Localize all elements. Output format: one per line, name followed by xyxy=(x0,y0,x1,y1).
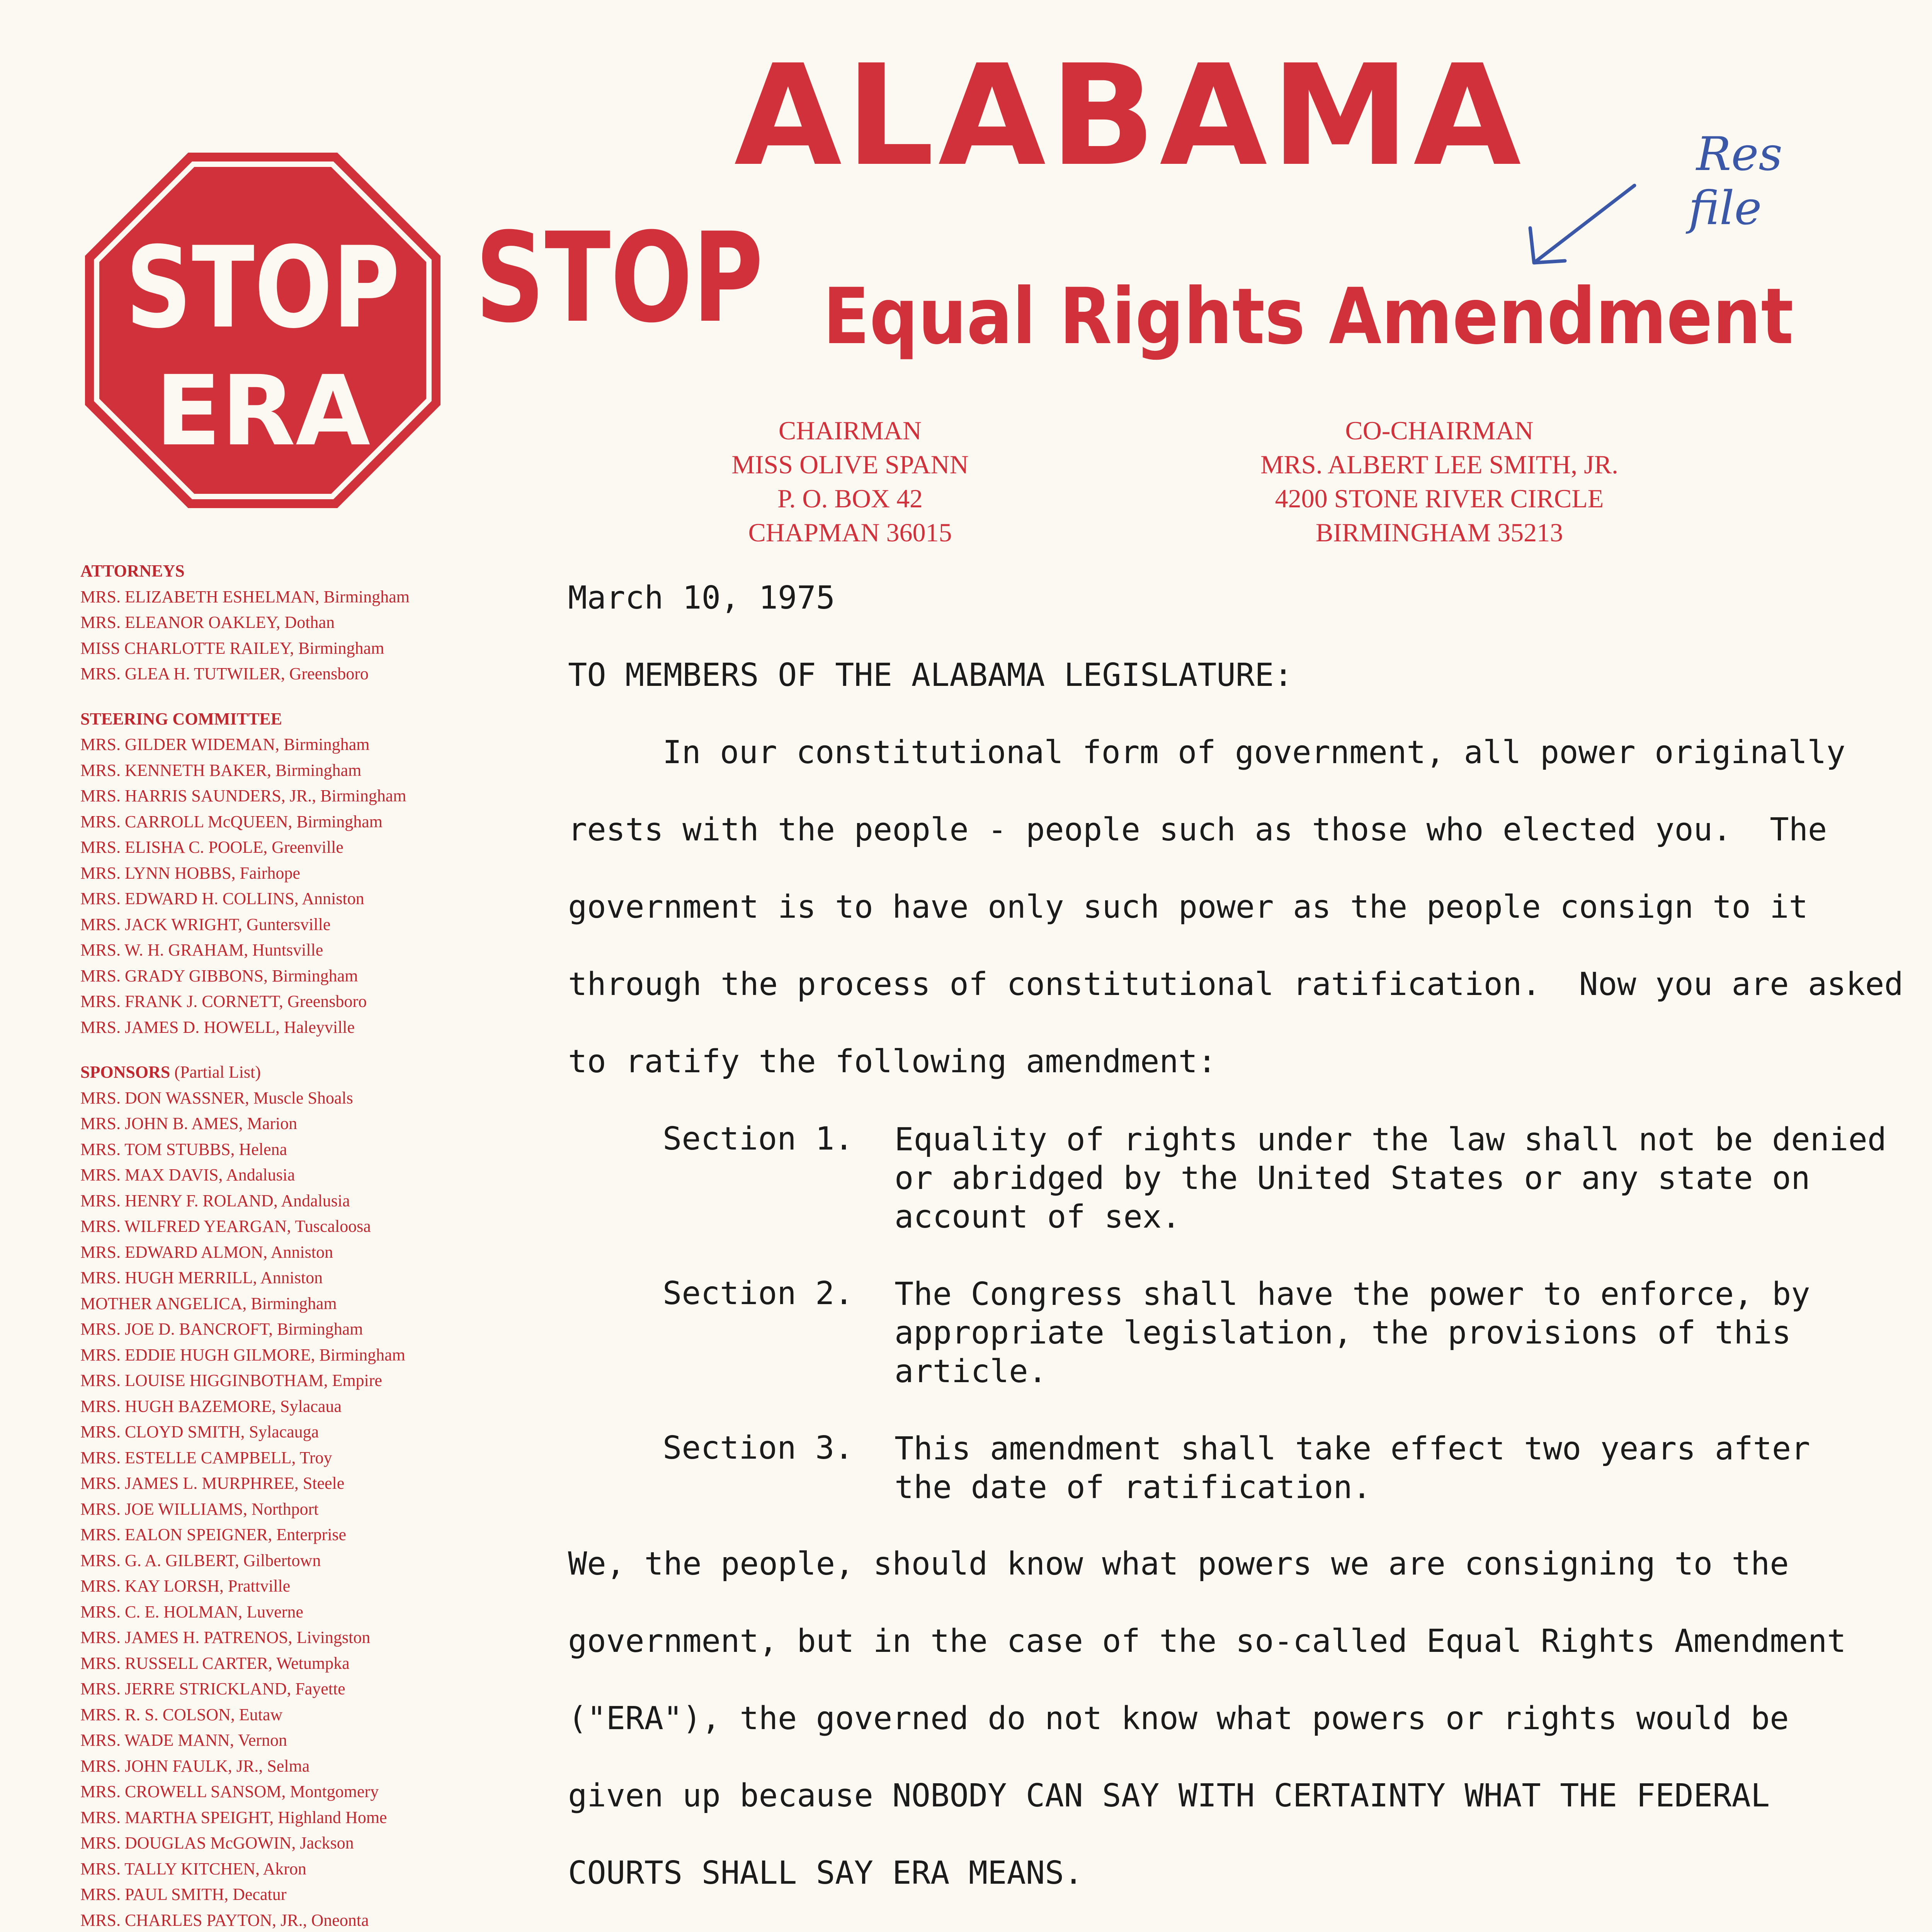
letter-salutation: TO MEMBERS OF THE ALABAMA LEGISLATURE: xyxy=(568,657,1293,694)
handwritten-note-line2: file xyxy=(1689,182,1762,235)
letter-date: March 10, 1975 xyxy=(568,580,835,616)
sponsor-entry: MRS. EDDIE HUGH GILMORE, Birmingham xyxy=(80,1345,405,1364)
para2-line: ("ERA"), the governed do not know what powers or rights would be xyxy=(568,1700,1789,1737)
sponsor-entry: MRS. TOM STUBBS, Helena xyxy=(80,1139,287,1159)
para1-line: to ratify the following amendment: xyxy=(568,1043,1217,1080)
para2-line: COURTS SHALL SAY ERA MEANS. xyxy=(568,1855,1083,1891)
attorneys-list xyxy=(80,584,505,687)
stop-sign-word-stop: STOP xyxy=(126,222,400,353)
attorney-entry: MRS. ELIZABETH ESHELMAN, Birmingham xyxy=(80,587,410,606)
sponsor-entry: MRS. ESTELLE CAMPBELL, Troy xyxy=(80,1448,332,1467)
attorney-entry: MISS CHARLOTTE RAILEY, Birmingham xyxy=(80,638,384,658)
steering-member-entry: MRS. GRADY GIBBONS, Birmingham xyxy=(80,966,358,985)
sponsor-entry: MRS. HENRY F. ROLAND, Andalusia xyxy=(80,1191,350,1210)
sponsor-entry: MRS. R. S. COLSON, Eutaw xyxy=(80,1705,283,1724)
sponsor-entry: MRS. CLOYD SMITH, Sylacauga xyxy=(80,1422,319,1441)
para2-line: government, but in the case of the so-called Equal Rights Amendment xyxy=(568,1623,1846,1660)
sponsor-entry: MRS. JOHN FAULK, JR., Selma xyxy=(80,1756,310,1776)
steering-member-entry: MRS. LYNN HOBBS, Fairhope xyxy=(80,863,300,883)
section-1-line: account of sex. xyxy=(895,1199,1181,1235)
letterhead-title-era: Equal Rights Amendment xyxy=(823,272,1794,362)
cochairman-address: 4200 STONE RIVER CIRCLE xyxy=(1275,484,1604,513)
sponsors-heading-line xyxy=(80,1060,505,1085)
sponsor-entry: MRS. CROWELL SANSOM, Montgomery xyxy=(80,1782,379,1801)
section-1-label: Section 1. xyxy=(663,1121,854,1157)
sponsor-entry: MRS. DOUGLAS McGOWIN, Jackson xyxy=(80,1833,354,1852)
arrow-icon xyxy=(1530,185,1634,263)
attorney-entry: MRS. ELEANOR OAKLEY, Dothan xyxy=(80,613,335,632)
chairman-title: CHAIRMAN xyxy=(778,416,922,445)
steering-committee-list xyxy=(80,732,505,1040)
sponsor-entry: MRS. TALLY KITCHEN, Akron xyxy=(80,1859,306,1878)
sponsors-list xyxy=(80,1085,505,1932)
chairman-name: MISS OLIVE SPANN xyxy=(731,450,969,479)
para1-line: In our constitutional form of government, all power originally xyxy=(663,734,1845,771)
steering-member-entry: MRS. CARROLL McQUEEN, Birmingham xyxy=(80,812,383,831)
stop-sign-word-era: ERA xyxy=(155,355,371,467)
steering-member-entry: MRS. JACK WRIGHT, Guntersville xyxy=(80,915,331,934)
para1-line: through the process of constitutional ratification. Now you are asked xyxy=(568,966,1903,1003)
sidebar-member-list xyxy=(80,558,505,1932)
para2-line: We, the people, should know what powers we are consigning to the xyxy=(568,1546,1789,1582)
chairman-city: CHAPMAN 36015 xyxy=(748,518,952,547)
section-2-line: appropriate legislation, the provisions of this xyxy=(895,1315,1791,1351)
sponsor-entry: MRS. RUSSELL CARTER, Wetumpka xyxy=(80,1653,350,1673)
sponsor-entry: MRS. LOUISE HIGGINBOTHAM, Empire xyxy=(80,1371,382,1390)
handwritten-note-line1: Res xyxy=(1696,128,1782,181)
steering-member-entry: MRS. FRANK J. CORNETT, Greensboro xyxy=(80,992,367,1011)
attorneys-heading: ATTORNEYS xyxy=(80,561,185,580)
cochairman-city: BIRMINGHAM 35213 xyxy=(1315,518,1563,547)
stop-era-sign-logo xyxy=(83,151,442,510)
sponsor-entry: MRS. JOE D. BANCROFT, Birmingham xyxy=(80,1320,363,1338)
section-2-line: The Congress shall have the power to enforce, by xyxy=(895,1276,1810,1313)
steering-member-entry: MRS. EDWARD H. COLLINS, Anniston xyxy=(80,889,364,908)
sponsor-entry: MRS. HUGH MERRILL, Anniston xyxy=(80,1268,323,1287)
para1-line: rests with the people - people such as those who elected you. The xyxy=(568,811,1827,848)
section-1-line: or abridged by the United States or any state on xyxy=(895,1160,1810,1197)
section-2-label: Section 2. xyxy=(663,1275,854,1312)
steering-member-entry: MRS. GILDER WIDEMAN, Birmingham xyxy=(80,735,370,754)
section-3-line: This amendment shall take effect two years after xyxy=(895,1430,1810,1467)
steering-member-entry: MRS. W. H. GRAHAM, Huntsville xyxy=(80,940,323,959)
sponsor-entry: MRS. JOE WILLIAMS, Northport xyxy=(80,1499,319,1519)
sponsor-entry: MRS. PAUL SMITH, Decatur xyxy=(80,1885,287,1904)
sponsor-entry: MRS. CHARLES PAYTON, JR., Oneonta xyxy=(80,1910,369,1930)
sponsor-entry: MRS. JERRE STRICKLAND, Fayette xyxy=(80,1679,345,1698)
sponsor-entry: MRS. G. A. GILBERT, Gilbertown xyxy=(80,1551,321,1570)
sponsor-entry: MRS. EALON SPEIGNER, Enterprise xyxy=(80,1525,347,1544)
attorney-entry: MRS. GLEA H. TUTWILER, Greensboro xyxy=(80,664,369,683)
cochairman-name: MRS. ALBERT LEE SMITH, JR. xyxy=(1260,450,1618,479)
steering-member-entry: MRS. HARRIS SAUNDERS, JR., Birmingham xyxy=(80,786,406,805)
sponsor-entry: MRS. WILFRED YEARGAN, Tuscaloosa xyxy=(80,1217,371,1236)
section-3-label: Section 3. xyxy=(663,1430,854,1466)
section-3-line: the date of ratification. xyxy=(895,1469,1372,1506)
sponsor-entry: MOTHER ANGELICA, Birmingham xyxy=(80,1294,337,1313)
sponsors-note: (Partial List) xyxy=(174,1063,261,1082)
sponsor-entry: MRS. C. E. HOLMAN, Luverne xyxy=(80,1602,303,1621)
letterhead-title-stop: STOP xyxy=(475,206,764,350)
steering-member-entry: MRS. KENNETH BAKER, Birmingham xyxy=(80,760,362,780)
sponsor-entry: MRS. EDWARD ALMON, Anniston xyxy=(80,1242,333,1262)
sponsor-entry: MRS. MARTHA SPEIGHT, Highland Home xyxy=(80,1808,387,1827)
letterhead-title-alabama: ALABAMA xyxy=(734,35,1525,197)
chairman-block xyxy=(657,413,1043,549)
sponsor-entry: MRS. WADE MANN, Vernon xyxy=(80,1731,287,1750)
steering-member-entry: MRS. ELISHA C. POOLE, Greenville xyxy=(80,838,344,857)
cochairman-title: CO-CHAIRMAN xyxy=(1345,416,1534,445)
sponsor-entry: MRS. DON WASSNER, Muscle Shoals xyxy=(80,1088,353,1107)
section-1-line: Equality of rights under the law shall not be denied xyxy=(895,1121,1887,1158)
steering-member-entry: MRS. JAMES D. HOWELL, Haleyville xyxy=(80,1017,355,1037)
sponsors-heading: SPONSORS xyxy=(80,1063,170,1082)
sponsor-entry: MRS. KAY LORSH, Prattville xyxy=(80,1577,291,1595)
para2-line: given up because NOBODY CAN SAY WITH CERTAINTY WHAT THE FEDERAL xyxy=(568,1777,1770,1814)
sponsor-entry: MRS. HUGH BAZEMORE, Sylacaua xyxy=(80,1396,342,1416)
para1-line: government is to have only such power as the people consign to it xyxy=(568,889,1808,925)
sponsor-entry: MRS. JOHN B. AMES, Marion xyxy=(80,1114,298,1133)
handwritten-annotation xyxy=(1507,124,1816,286)
section-2-line: article. xyxy=(895,1353,1047,1390)
sponsor-entry: MRS. JAMES L. MURPHREE, Steele xyxy=(80,1474,345,1493)
sponsor-entry: MRS. MAX DAVIS, Andalusia xyxy=(80,1165,295,1184)
cochairman-block xyxy=(1179,413,1700,549)
steering-committee-heading: STEERING COMMITTEE xyxy=(80,709,282,728)
chairman-address: P. O. BOX 42 xyxy=(777,484,923,513)
sponsor-entry: MRS. JAMES H. PATRENOS, Livingston xyxy=(80,1628,371,1647)
